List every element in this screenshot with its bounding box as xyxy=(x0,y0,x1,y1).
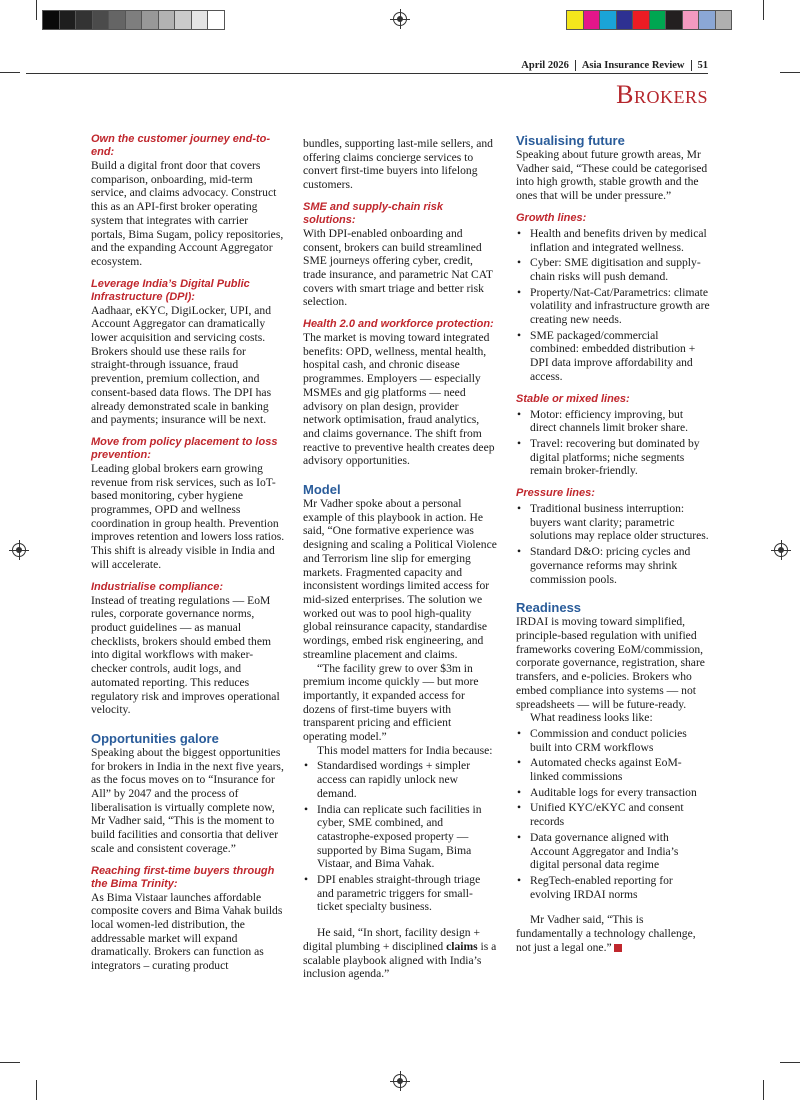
subheading: Growth lines: xyxy=(516,211,587,224)
subheading: Leverage India’s Digital Public Infrastructure (DPI): xyxy=(91,277,250,303)
list-item: • Traditional business interruption: buyers want clarity; parametric solutions may replace older structures. xyxy=(516,502,710,543)
header-divider xyxy=(575,60,576,71)
registration-mark-icon xyxy=(393,12,407,26)
list-item: • Auditable logs for every transaction xyxy=(516,786,710,800)
bullet-list xyxy=(516,727,710,901)
running-header xyxy=(521,60,708,71)
list-item: • Health and benefits driven by medical inflation and integrated wellness. xyxy=(516,227,710,254)
paragraph: Aadhaar, eKYC, DigiLocker, UPI, and Account Aggregator can dramatically lower acquisition and servicing costs. Brokers should use these rails for straight-through issuance, fraud prevention, premium collection, and consent-based data flows. The DPI has already demonstrated scale in banking and payments; insurance will be next. xyxy=(91,303,272,427)
registration-mark-icon xyxy=(774,543,788,557)
paragraph xyxy=(516,913,710,954)
bullet-list xyxy=(516,408,710,479)
crop-mark xyxy=(780,1062,800,1063)
paragraph xyxy=(303,926,497,981)
publication-name: Asia Insurance Review xyxy=(581,60,685,71)
bullet-list xyxy=(303,759,497,914)
crop-mark xyxy=(780,72,800,73)
list-item: • Motor: efficiency improving, but direct channels limit broker share. xyxy=(516,408,710,435)
subheading: Industrialise compliance: xyxy=(91,580,224,593)
section-heading: Opportunities galore xyxy=(91,730,219,746)
crop-mark xyxy=(763,0,764,20)
grayscale-calibration-bar xyxy=(42,10,225,30)
section-heading: Visualising future xyxy=(516,133,625,148)
color-calibration-bar xyxy=(566,10,732,30)
list-item: • RegTech-enabled reporting for evolving IRDAI norms xyxy=(516,874,710,901)
crop-mark xyxy=(0,72,20,73)
crop-mark xyxy=(36,0,37,20)
subheading: Pressure lines: xyxy=(516,487,595,500)
list-item: • India can replicate such facilities in cyber, SME combined, and catastrophe-exposed property — supported by Bima Sugam, Bima Vistaar, and Bima Vahak. xyxy=(303,803,497,872)
column-2 xyxy=(303,133,497,981)
crop-mark xyxy=(763,1080,764,1100)
text-run: is a scalable playbook aligned with India’s inclusion agenda.” xyxy=(303,939,497,981)
subheading: Stable or mixed lines: xyxy=(516,392,630,405)
list-item: • Unified KYC/eKYC and consent records xyxy=(516,801,710,828)
registration-mark-icon xyxy=(12,543,26,557)
subheading: SME and supply-chain risk solutions: xyxy=(303,200,443,226)
paragraph: bundles, supporting last-mile sellers, and offering claims concierge services to convert first-time buyers into lifelong customers. xyxy=(303,137,493,192)
list-item: • Data governance aligned with Account Aggregator and India’s digital personal data regime xyxy=(516,831,710,872)
subheading: Own the customer journey end-to-end: xyxy=(91,133,271,158)
text-run: He said, “In short, facility design + digital plumbing + disciplined xyxy=(303,926,481,953)
paragraph: Instead of treating regulations — EoM rules, corporate governance norms, product guidelines — as manual checklists, brokers should embed them into digital workflows with maker-checker controls, audit logs, and automated reporting. This reduces regulatory risk and improves operational velocity. xyxy=(91,593,280,717)
list-item: • SME packaged/commercial combined: embedded distribution + DPI data improve affordability and access. xyxy=(516,329,710,384)
subheading: Reaching first-time buyers through the Bima Trinity: xyxy=(91,864,275,890)
paragraph: What readiness looks like: xyxy=(530,711,653,725)
paragraph: Build a digital front door that covers comparison, onboarding, mid-term service, and claims advocacy. Construct this as an API-first broker operating system that integrates with carrier portals, Bima Sugam, policy repositories, and the expanding Account Aggregator ecosystem. xyxy=(91,159,284,268)
end-of-article-icon xyxy=(614,944,622,952)
header-rule xyxy=(26,73,708,74)
list-item: • Cyber: SME digitisation and supply-chain risks will push demand. xyxy=(516,256,710,283)
paragraph: With DPI-enabled onboarding and consent, brokers can build streamlined SME journeys offering cyber, credit, trade insurance, and parametric Nat CAT covers with smart triage and better risk selection. xyxy=(303,226,493,309)
subheading: Health 2.0 and workforce protection: xyxy=(303,318,494,331)
header-divider xyxy=(691,60,692,71)
paragraph: Leading global brokers earn growing revenue from risk services, such as IoT-based monitoring, cyber hygiene programmes, OPD and wellness coordination in group health. Prevention improves retention and lowers loss ratios. This shift is already visible in India and will accelerate. xyxy=(91,461,285,571)
paragraph: “The facility grew to over $3m in premium income quickly — but more importantly, it expanded access for dozens of first-time buyers with transparent pricing and efficient operating model.” xyxy=(303,661,479,744)
subheading: Move from policy placement to loss prevention: xyxy=(91,435,278,461)
crop-mark xyxy=(36,1080,37,1100)
paragraph: Speaking about the biggest opportunities for brokers in India in the next five years, as the focus moves on to “Insurance for All” by 2047 and the process of liberalisation is virtually complete now, Mr Vadher said, “This is the moment to build facilities and consortia that deliver scale and consistent coverage.” xyxy=(91,745,284,855)
paragraph: The market is moving toward integrated benefits: OPD, wellness, mental health, hospital cash, and chronic disease programmes. Employers — especially MSMEs and gig platforms — need advisory on plan design, provider network optimisation, fraud analytics, and claims governance. The shift from reactive to preventive health creates deep advisory opportunities. xyxy=(303,331,495,468)
list-item: • DPI enables straight-through triage and parametric triggers for small-ticket specialty business. xyxy=(303,873,497,914)
paragraph: Mr Vadher spoke about a personal example of this playbook in action. He said, “One formative experience was designing and scaling a Political Violence and Terrorism line slip for emerging markets. Fragmented capacity and inconsistent wordings limited access for mid-sized enterprises. The solution we worked out was to pool high-quality global reinsurance capacity, standardise wordings, embed risk engineering, and streamline placement and claims. xyxy=(303,497,497,661)
list-item: • Standardised wordings + simpler access can rapidly unlock new demand. xyxy=(303,759,497,800)
registration-mark-icon xyxy=(393,1074,407,1088)
list-item: • Property/Nat-Cat/Parametrics: climate volatility and infrastructure growth are creating new needs. xyxy=(516,286,710,327)
issue-date: April 2026 xyxy=(521,60,569,71)
paragraph: This model matters for India because: xyxy=(317,743,493,757)
list-item: • Travel: recovering but dominated by digital platforms; niche segments remain broker-friendly. xyxy=(516,437,710,478)
crop-mark xyxy=(0,1062,20,1063)
closing-quote: Mr Vadher said, “This is fundamentally a technology challenge, not just a legal one.” xyxy=(516,913,696,954)
paragraph: IRDAI is moving toward simplified, principle-based regulation with unified frameworks covering EoM/commission, corporate governance, registration, share transfers, and e-policies. Brokers who embed compliance into systems — not spreadsheets — will be future-ready. xyxy=(516,615,705,711)
column-3 xyxy=(516,133,710,954)
list-item: • Commission and conduct policies built into CRM workflows xyxy=(516,727,710,754)
bullet-list xyxy=(516,227,710,384)
section-heading: Readiness xyxy=(516,600,582,616)
paragraph: Speaking about future growth areas, Mr Vadher said, “These could be categorised into high growth, stable growth and the ones that will be under pressure.” xyxy=(516,148,708,203)
section-title: Brokers xyxy=(616,80,708,109)
section-heading: Model xyxy=(303,482,341,498)
bold-text: claims xyxy=(446,939,478,953)
list-item: • Automated checks against EoM-linked commissions xyxy=(516,756,710,783)
list-item: • Standard D&O: pricing cycles and governance reforms may shrink commission pools. xyxy=(516,545,710,586)
column-1 xyxy=(91,133,285,973)
page-number: 51 xyxy=(697,60,708,71)
paragraph: As Bima Vistaar launches affordable composite covers and Bima Vahak builds local women-led distribution, the addressable market will expand dramatically. Brokers can function as integrators – curating product xyxy=(91,890,283,973)
bullet-list xyxy=(516,502,710,586)
